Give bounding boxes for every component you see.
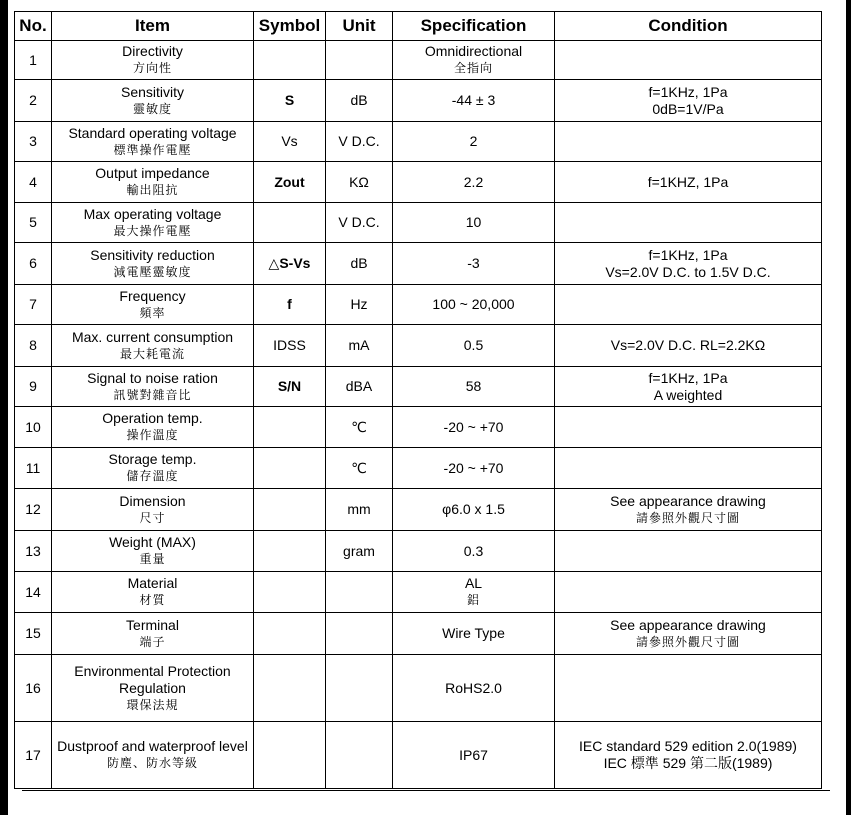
item-chinese: 材質 [139,593,166,607]
unit-cell: KΩ [326,162,393,203]
specification-table [14,11,822,789]
row-number: 6 [15,243,52,285]
header-specification: Specification [393,12,555,41]
item-english: Max operating voltage [83,205,222,222]
table-row [15,243,822,285]
item-chinese: 方向性 [132,61,172,75]
unit-cell: Hz [326,285,393,325]
item-cell [52,122,254,162]
item-chinese: 最大耗電流 [119,346,185,361]
specification-value: Omnidirectional [424,43,523,59]
condition-line-2: 請參照外觀尺寸圖 [635,510,740,525]
symbol-cell [254,531,326,572]
row-number: 16 [15,655,52,722]
table-row [15,448,822,489]
condition-line-2: A weighted [653,386,723,403]
specification-cell [393,407,555,448]
symbol-cell [254,203,326,243]
specification-value: -44 ± 3 [451,92,496,108]
item-cell [52,325,254,367]
specification-value: 10 [465,214,482,230]
table-row [15,285,822,325]
specification-cell [393,613,555,655]
condition-line-2: 請參照外觀尺寸圖 [635,634,740,649]
specification-cell [393,572,555,613]
item-cell [52,80,254,122]
row-number: 4 [15,162,52,203]
symbol-cell: f [254,285,326,325]
item-cell [52,489,254,531]
condition-cell [555,162,822,203]
table-row [15,613,822,655]
row-number: 17 [15,722,52,789]
item-chinese: 輸出阻抗 [126,183,179,197]
specification-value: RoHS2.0 [445,679,502,696]
row-number: 3 [15,122,52,162]
specification-value: AL [464,575,483,591]
header-symbol: Symbol [254,12,326,41]
header-row [15,12,822,41]
item-cell [52,655,254,722]
condition-cell [555,122,822,162]
item-cell [52,285,254,325]
condition-cell [555,367,822,407]
unit-cell: ℃ [326,448,393,489]
header-condition: Condition [555,12,822,41]
header-unit: Unit [326,12,393,41]
symbol-cell: S [254,80,326,122]
specification-cell [393,448,555,489]
unit-cell: ℃ [326,407,393,448]
specification-value: -20 ~ +70 [443,418,504,435]
symbol-cell [254,655,326,722]
item-english: Environmental Protection Regulation [74,662,231,696]
specification-chinese: 鋁 [466,593,480,607]
condition-line-2: Vs=2.0V D.C. to 1.5V D.C. [605,263,771,280]
unit-cell: mA [326,325,393,367]
row-number: 8 [15,325,52,367]
unit-cell: dBA [326,367,393,407]
unit-cell: V D.C. [326,122,393,162]
condition-line-2: IEC 標準 529 第二版(1989) [603,755,773,771]
item-chinese: 尺寸 [139,510,166,525]
item-english: Terminal [126,616,179,633]
condition-line-2: 0dB=1V/Pa [652,100,724,117]
row-number: 9 [15,367,52,407]
item-cell [52,243,254,285]
unit-cell [326,722,393,789]
item-english: Weight (MAX) [109,534,196,550]
item-english: Sensitivity [120,83,185,100]
specification-cell [393,367,555,407]
row-number: 15 [15,613,52,655]
condition-cell [555,655,822,722]
specification-chinese: 全指向 [453,61,493,75]
unit-cell: dB [326,243,393,285]
table-row [15,407,822,448]
condition-cell [555,285,822,325]
item-english: Material [127,575,178,591]
specification-value: 58 [465,378,482,394]
specification-value: 0.5 [463,337,484,353]
row-number: 13 [15,531,52,572]
specification-cell [393,489,555,531]
table-row [15,80,822,122]
symbol-cell: △S-Vs [254,243,326,285]
item-cell [52,531,254,572]
specification-value: -3 [467,255,480,271]
condition-line-1: See appearance drawing [610,492,766,509]
item-cell [52,407,254,448]
row-number: 7 [15,285,52,325]
table-row [15,722,822,789]
condition-line-1: See appearance drawing [610,616,766,633]
specification-value: 2 [469,133,478,149]
item-chinese: 端子 [139,634,166,649]
unit-cell [326,41,393,80]
condition-line-1: f=1KHZ, 1Pa [647,173,729,190]
symbol-cell [254,448,326,489]
condition-cell [555,531,822,572]
item-english: Operation temp. [102,410,203,426]
condition-line-1: IEC standard 529 edition 2.0(1989) [579,738,797,754]
condition-cell [555,203,822,243]
unit-cell [326,613,393,655]
item-cell [52,613,254,655]
row-number: 5 [15,203,52,243]
symbol-cell [254,613,326,655]
item-chinese: 訊號對雜音比 [113,387,192,402]
condition-cell [555,722,822,789]
left-border-bar [0,0,8,815]
row-number: 12 [15,489,52,531]
item-english: Output impedance [95,165,210,181]
item-english: Dimension [119,492,186,509]
unit-cell: gram [326,531,393,572]
row-number: 14 [15,572,52,613]
table-row [15,325,822,367]
table-row [15,655,822,722]
condition-cell [555,572,822,613]
condition-cell [555,80,822,122]
table-row [15,531,822,572]
item-english: Standard operating voltage [68,124,237,141]
table-row [15,367,822,407]
specification-cell [393,162,555,203]
header-item: Item [52,12,254,41]
item-chinese: 儲存溫度 [126,469,179,483]
condition-line-1: f=1KHz, 1Pa [648,246,728,263]
item-cell [52,722,254,789]
item-english: Signal to noise ration [87,369,218,386]
item-cell [52,41,254,80]
unit-cell [326,572,393,613]
table-row [15,122,822,162]
unit-cell: dB [326,80,393,122]
specification-cell [393,531,555,572]
symbol-cell [254,722,326,789]
row-number: 10 [15,407,52,448]
item-english: Max. current consumption [71,328,234,345]
item-cell [52,367,254,407]
item-chinese: 防塵、防水等級 [106,756,198,770]
item-chinese: 標準操作電壓 [113,142,192,157]
specification-value: 100 ~ 20,000 [432,296,515,312]
table-row [15,489,822,531]
specification-cell [393,203,555,243]
symbol-cell: IDSS [254,325,326,367]
item-chinese: 靈敏度 [132,101,172,116]
specification-value: 0.3 [463,542,484,559]
specification-value: Wire Type [442,625,505,641]
specification-cell [393,285,555,325]
unit-cell: V D.C. [326,203,393,243]
condition-cell [555,489,822,531]
item-english: Dustproof and waterproof level [57,738,248,754]
condition-cell [555,243,822,285]
specification-cell [393,122,555,162]
item-chinese: 環保法規 [126,697,179,712]
specification-cell [393,243,555,285]
specification-value: 2.2 [463,173,484,190]
condition-line-1: f=1KHz, 1Pa [648,83,728,100]
condition-cell [555,325,822,367]
symbol-cell: Vs [254,122,326,162]
header-no: No. [15,12,52,41]
unit-cell: mm [326,489,393,531]
condition-line-1: f=1KHz, 1Pa [648,369,728,386]
symbol-cell: Zout [254,162,326,203]
item-chinese: 重量 [139,552,166,566]
table-row [15,162,822,203]
item-chinese: 減電壓靈敏度 [113,264,192,279]
specification-cell [393,41,555,80]
specification-cell [393,325,555,367]
condition-line-1: Vs=2.0V D.C. RL=2.2KΩ [610,337,766,353]
condition-cell [555,407,822,448]
item-english: Frequency [119,287,186,304]
specification-cell [393,722,555,789]
item-cell [52,572,254,613]
right-border-bar [846,0,851,815]
specification-cell [393,80,555,122]
row-number: 1 [15,41,52,80]
item-chinese: 最大操作電壓 [113,223,192,238]
table-row [15,572,822,613]
condition-cell [555,448,822,489]
item-cell [52,448,254,489]
unit-cell [326,655,393,722]
item-chinese: 頻率 [139,305,166,320]
item-cell [52,162,254,203]
condition-cell [555,41,822,80]
row-number: 2 [15,80,52,122]
symbol-cell [254,407,326,448]
item-chinese: 操作溫度 [126,428,179,442]
condition-cell [555,613,822,655]
specification-cell [393,655,555,722]
symbol-cell [254,41,326,80]
item-cell [52,203,254,243]
item-english: Directivity [122,43,183,59]
table-row [15,41,822,80]
specification-value: IP67 [459,746,488,763]
row-number: 11 [15,448,52,489]
specification-value: -20 ~ +70 [443,459,504,476]
item-english: Sensitivity reduction [90,246,215,263]
table-row [15,203,822,243]
symbol-cell: S/N [254,367,326,407]
item-english: Storage temp. [108,451,197,467]
symbol-cell [254,489,326,531]
bottom-rule [22,790,830,791]
symbol-cell [254,572,326,613]
specification-value: φ6.0 x 1.5 [442,501,505,517]
